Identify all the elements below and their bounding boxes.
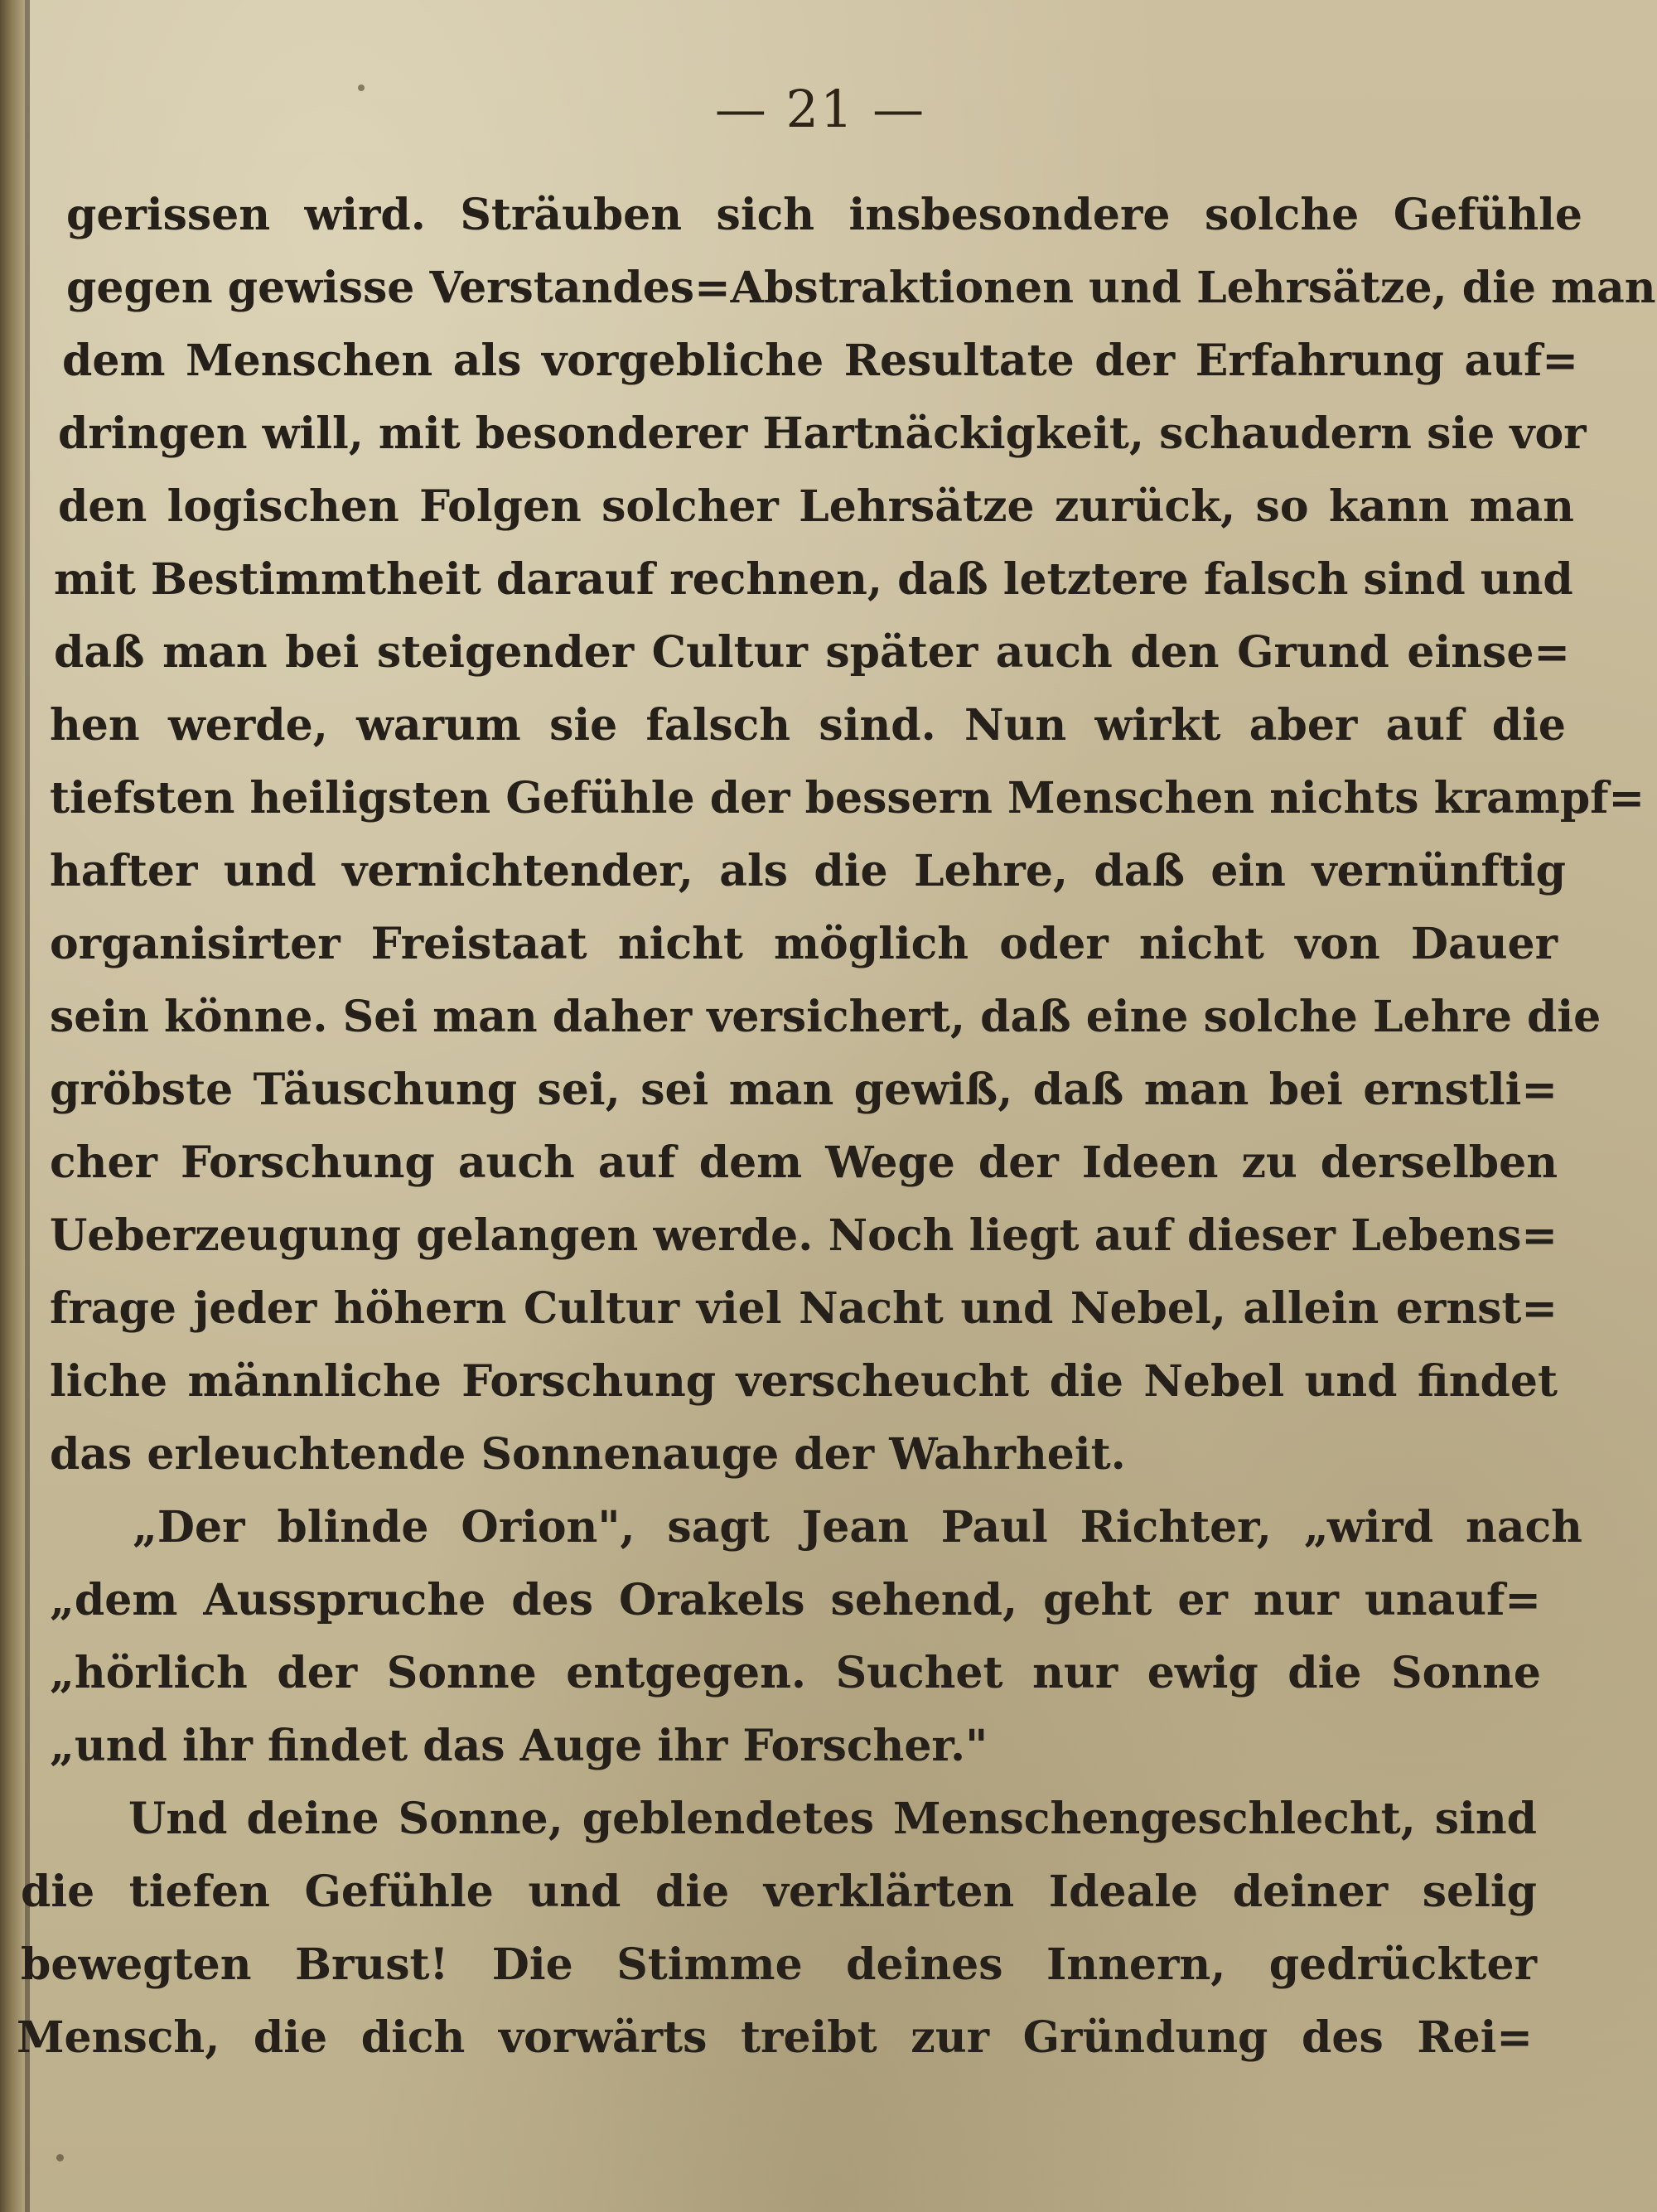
text-line: „und ihr findet das Auge ihr Forscher." bbox=[50, 1721, 988, 1771]
text-line: gerissen wird. Sträuben sich insbesondere solche Gefühle bbox=[66, 190, 1582, 240]
body-text bbox=[17, 178, 1656, 2125]
text-line: mit Bestimmtheit darauf rechnen, daß letztere falsch sind und bbox=[54, 554, 1573, 605]
page-number: — 21 — bbox=[714, 79, 926, 139]
text-line: gröbste Täuschung sei, sei man gewiß, daß man bei ernstli= bbox=[50, 1065, 1558, 1115]
text-line: tiefsten heiligsten Gefühle der bessern Menschen nichts krampf= bbox=[50, 773, 1645, 823]
text-line: „hörlich der Sonne entgegen. Suchet nur ewig die Sonne bbox=[50, 1648, 1541, 1698]
text-line: bewegten Brust! Die Stimme deines Innern, gedrückter bbox=[21, 1939, 1537, 1990]
text-line: den logischen Folgen solcher Lehrsätze zurück, so kann man bbox=[58, 481, 1574, 532]
text-line: organisirter Freistaat nicht möglich oder nicht von Dauer bbox=[50, 919, 1558, 969]
text-line: Mensch, die dich vorwärts treibt zur Gründung des Rei= bbox=[17, 2012, 1533, 2063]
text-line: sein könne. Sei man daher versichert, daß eine solche Lehre die bbox=[50, 992, 1601, 1042]
text-line: das erleuchtende Sonnenauge der Wahrheit. bbox=[50, 1429, 1126, 1480]
text-line: liche männliche Forschung verscheucht die Nebel und findet bbox=[50, 1356, 1558, 1407]
text-line: frage jeder höhern Cultur viel Nacht und Nebel, allein ernst= bbox=[50, 1283, 1558, 1334]
text-line: die tiefen Gefühle und die verklärten Ideale deiner selig bbox=[21, 1867, 1537, 1917]
text-line: dringen will, mit besonderer Hartnäckigkeit, schaudern sie vor bbox=[58, 408, 1587, 459]
text-line: daß man bei steigender Cultur später auch den Grund einse= bbox=[54, 627, 1570, 678]
text-line: cher Forschung auch auf dem Wege der Ideen zu derselben bbox=[50, 1137, 1558, 1188]
text-line: Und deine Sonne, geblendetes Menschengeschlecht, sind bbox=[128, 1794, 1537, 1844]
text-line: hafter und vernichtender, als die Lehre, daß ein vernünftig bbox=[50, 846, 1566, 896]
text-line: Ueberzeugung gelangen werde. Noch liegt auf dieser Lebens= bbox=[50, 1210, 1558, 1261]
text-line: gegen gewisse Verstandes=Abstraktionen und Lehrsätze, die man bbox=[66, 263, 1656, 313]
text-line: dem Menschen als vorgebliche Resultate der Erfahrung auf= bbox=[62, 336, 1578, 386]
text-line: „dem Ausspruche des Orakels sehend, geht er nur unauf= bbox=[50, 1575, 1541, 1625]
paper-speck bbox=[56, 2154, 64, 2161]
text-line: „Der blinde Orion", sagt Jean Paul Richter, „wird nach bbox=[133, 1502, 1582, 1553]
text-line: hen werde, warum sie falsch sind. Nun wirkt aber auf die bbox=[50, 700, 1566, 751]
paper-speck bbox=[358, 85, 365, 91]
